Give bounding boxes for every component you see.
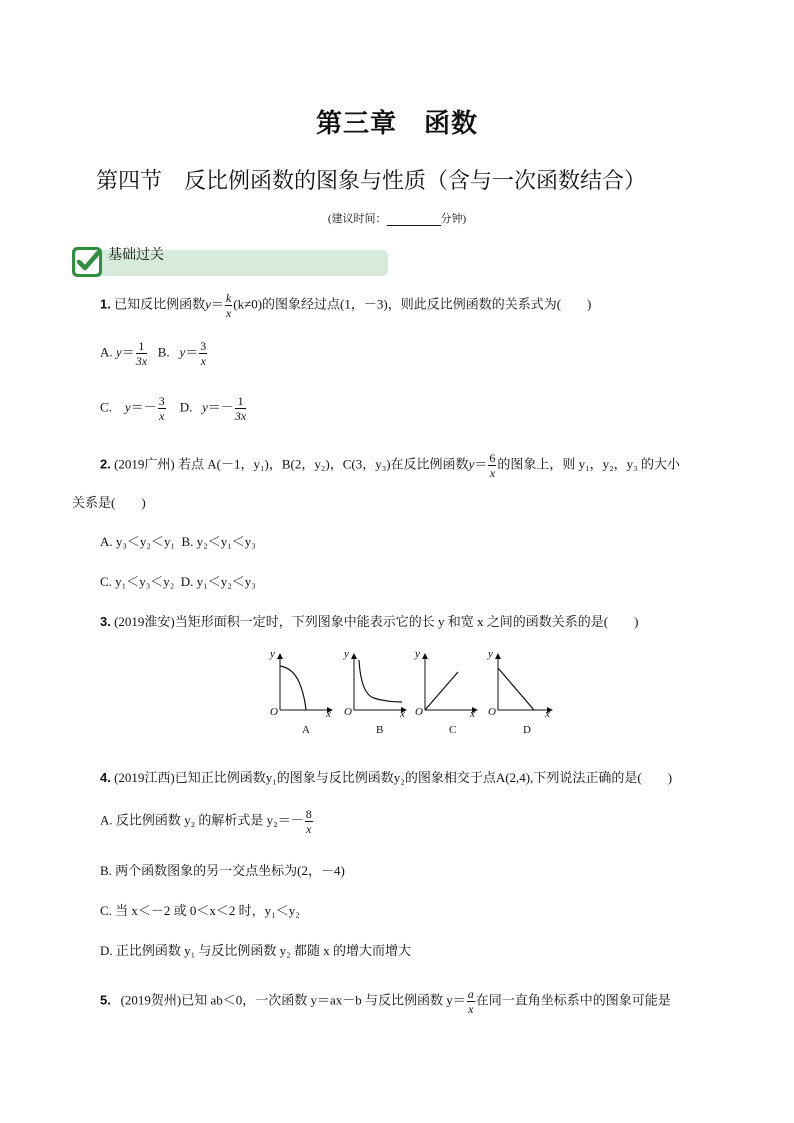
q2-frac-den: x [489, 466, 496, 480]
graph-d-x-label: x [545, 708, 550, 720]
graph-a-y-label: y [270, 648, 275, 660]
graph-c-line [425, 672, 458, 710]
suggested-time-suffix: 分钟) [440, 213, 467, 225]
q1-optA-eq: ＝ [121, 344, 135, 360]
q4-optC: C. 当 x＜－2 或 0＜x＜2 时，y₁＜y₂ [100, 903, 300, 918]
q1-frac-den: x [225, 306, 232, 320]
q1-optD-num: 1 [235, 395, 246, 409]
graph-c-origin: O [415, 706, 423, 718]
graph-a-curve [280, 666, 306, 710]
graph-c-label: C [449, 724, 457, 736]
q2-optC: C. y₁＜y₃＜y₂ [100, 574, 175, 589]
q2-stem [100, 452, 680, 479]
q1-optA-fraction [136, 340, 147, 367]
q4-text: (2019江西)已知正比例函数y₁的图象与反比例函数y₂的图象相交于点A(2,4),下列说法正确的是( ) [114, 770, 673, 785]
graph-c-y-label: y [415, 648, 420, 660]
time-blank [387, 215, 441, 226]
q1-y: y [205, 296, 211, 312]
q4-optA-fraction [305, 808, 313, 835]
q3-text: (2019淮安)当矩形面积一定时，下列图象中能表示它的长 y 和宽 x 之间的函数关系的是( ) [114, 614, 639, 629]
graph-d-line [498, 668, 534, 710]
q1-optC-fraction [158, 395, 166, 422]
graph-b-curve [359, 660, 402, 702]
q1-optB-den: x [200, 354, 206, 368]
section-title: 第四节 反比例函数的图象与性质（含与一次函数结合） [96, 169, 647, 194]
q2-number: 2. [100, 456, 111, 472]
q4-optA-text: A. 反比例函数 y₂ 的解析式是 y₂＝－ [100, 812, 304, 828]
q2-frac-num: 6 [489, 451, 496, 465]
q1-optD-den: 3x [234, 409, 247, 423]
q4-optA-num: 8 [305, 807, 312, 821]
graph-c [425, 654, 477, 710]
q1-optA-lhs: y [115, 344, 122, 360]
q1-optA-label: A. [100, 344, 113, 360]
suggested-time-prefix: (建议时间： [327, 213, 387, 225]
q2-options-ab [100, 531, 256, 550]
q1-optB-label: B. [157, 344, 170, 360]
q3-graphs [262, 648, 562, 743]
graph-c-x-label: x [470, 708, 475, 720]
q2-text2: 的图象上，则 y₁，y₂，y₃ 的大小 [497, 456, 680, 472]
q4-optA [100, 808, 314, 835]
q1-optA-den: 3x [135, 354, 148, 368]
q5-text1: (2019贺州)已知 ab＜0，一次函数 y＝ax－b 与反比例函数 y＝ [120, 992, 466, 1008]
q3-stem [100, 611, 638, 630]
q4-number: 4. [100, 770, 111, 785]
q5-number: 5. [100, 992, 111, 1008]
q5-stem [100, 988, 671, 1015]
q2-options-cd [100, 571, 256, 590]
q1-condition: (k≠0) [233, 296, 263, 312]
q2-optA: A. y₃＜y₂＜y₁ [100, 534, 175, 549]
graph-b-x-label: x [400, 708, 405, 720]
q3-number: 3. [100, 614, 111, 629]
graph-a [280, 654, 332, 710]
q2-optD: D. y₁＜y₂＜y₃ [180, 574, 256, 589]
graph-a-origin: O [270, 706, 278, 718]
graph-d-origin: O [488, 706, 496, 718]
q2-text1: (2019广州) 若点 A(－1，y₁)，B(2，y₂)，C(3，y₃)在反比例函数 [114, 456, 469, 472]
q1-optB-lhs: y [179, 344, 186, 360]
graph-b-origin: O [344, 706, 352, 718]
q1-optD-eq: ＝－ [207, 399, 234, 415]
q1-number: 1. [100, 296, 111, 312]
graph-b-label: B [376, 724, 384, 736]
q1-options-ab [100, 340, 208, 367]
banner-label: 基础过关 [108, 247, 164, 263]
graph-d-y-label: y [488, 648, 493, 660]
q1-optA-num: 1 [136, 340, 147, 354]
q1-fraction [225, 292, 232, 319]
q5-frac-num: a [467, 987, 474, 1001]
chapter-title: 第三章 函数 [315, 109, 478, 139]
q4-optB: B. 两个函数图象的另一交点坐标为(2，－4) [100, 863, 345, 878]
q4-optD: D. 正比例函数 y₁ 与反比例函数 y₂ 都随 x 的增大而增大 [100, 943, 411, 958]
q4-stem [100, 767, 672, 786]
q1-frac-num: k [225, 291, 232, 305]
q2-eq: ＝ [474, 456, 488, 472]
q1-optC-eq: ＝－ [130, 399, 157, 415]
q2-y: y [468, 456, 475, 472]
graph-d-label: D [523, 724, 531, 736]
q1-optB-eq: ＝ [185, 344, 199, 360]
q1-text-pre: 已知反比例函数 [114, 296, 206, 312]
q1-optC-lhs: y [124, 399, 131, 415]
q1-optC-label: C. [100, 399, 112, 415]
q5-fraction [467, 988, 475, 1015]
suggested-time [0, 210, 794, 226]
q1-optD-fraction [235, 395, 246, 422]
q5-text2: 在同一直角坐标系中的图象可能是 [475, 992, 671, 1008]
q1-text-post: 的图象经过点(1，－3)，则此反比例函数的关系式为( ) [262, 296, 592, 312]
q1-eq: ＝ [210, 296, 224, 312]
graph-a-x-label: x [326, 708, 331, 720]
q1-optC-den: x [159, 409, 165, 423]
q1-options-cd [100, 395, 247, 422]
check-icon [72, 247, 102, 277]
q1-optC-num: 3 [158, 394, 165, 408]
graph-a-label: A [302, 724, 310, 736]
q2-optB: B. y₂＜y₁＜y₃ [181, 534, 256, 549]
graph-b [354, 654, 406, 710]
q5-frac-den: x [468, 1002, 474, 1016]
graph-b-y-label: y [344, 648, 349, 660]
q2-text3: 关系是( ) [72, 495, 146, 510]
graph-d [498, 654, 552, 710]
q1-optB-fraction [199, 340, 207, 367]
q1-stem [100, 292, 591, 319]
q1-optD-label: D. [179, 399, 193, 415]
q4-optA-den: x [306, 822, 312, 836]
q2-fraction [488, 452, 496, 479]
q1-optD-lhs: y [202, 399, 208, 415]
q1-optB-num: 3 [200, 339, 207, 353]
